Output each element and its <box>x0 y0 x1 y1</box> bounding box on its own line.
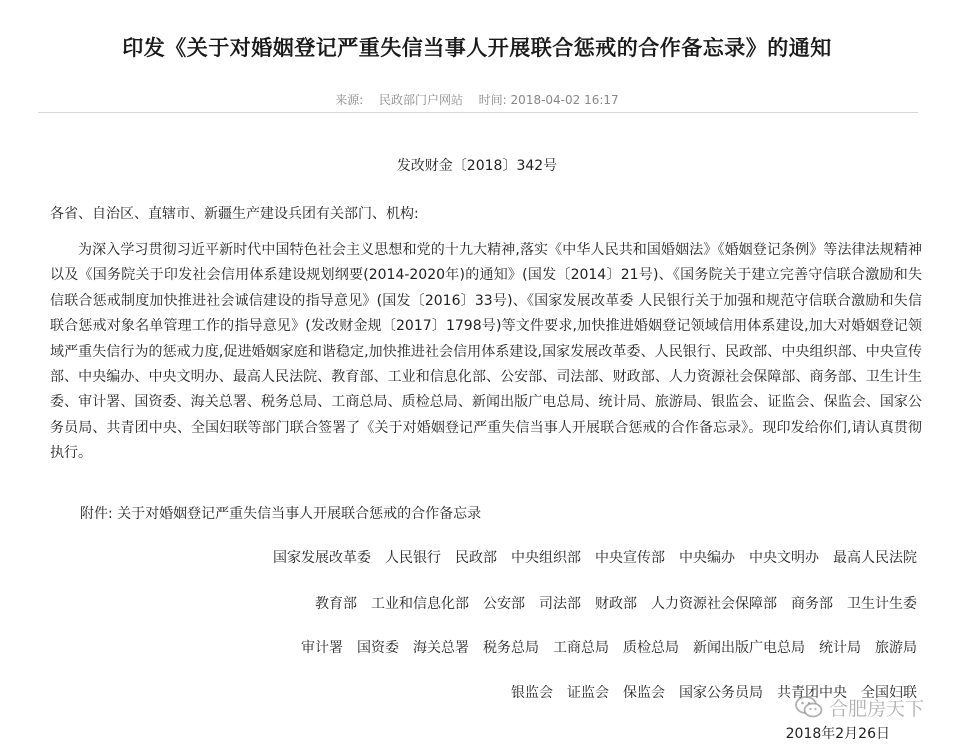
signatory: 司法部 <box>539 596 581 612</box>
attachment-link[interactable]: 关于对婚姻登记严重失信当事人开展联合惩戒的合作备忘录 <box>117 506 482 522</box>
signatory: 工业和信息化部 <box>371 596 469 612</box>
signature-date: 2018年2月26日 <box>785 726 890 742</box>
signatory: 国家公务员局 <box>679 685 763 701</box>
signatory: 海关总署 <box>413 640 469 656</box>
signatory-row <box>301 593 917 613</box>
signatory: 中央文明办 <box>749 550 819 566</box>
watermark-text: 合肥房天下 <box>828 697 924 720</box>
signatory: 民政部 <box>455 550 497 566</box>
signatory: 全国妇联 <box>861 685 917 701</box>
signatory: 最高人民法院 <box>833 550 917 566</box>
signatory-row <box>259 547 917 567</box>
signatory: 人力资源社会保障部 <box>651 596 777 612</box>
source-label: 来源: <box>335 93 364 107</box>
signatory: 中央组织部 <box>511 550 581 566</box>
signatory: 银监会 <box>511 685 553 701</box>
source-link[interactable]: 民政部门户网站 <box>379 93 464 107</box>
signatory: 商务部 <box>791 596 833 612</box>
signatory: 共青团中央 <box>777 685 847 701</box>
wechat-icon <box>795 695 823 719</box>
signatory: 中央编办 <box>679 550 735 566</box>
signatory: 质检总局 <box>623 640 679 656</box>
signatory: 教育部 <box>315 596 357 612</box>
addressee: 各省、自治区、直辖市、新疆生产建设兵团有关部门、机构: <box>50 206 419 222</box>
publish-time: 2018-04-02 16:17 <box>510 93 619 107</box>
body-paragraph: 为深入学习贯彻习近平新时代中国特色社会主义思想和党的十九大精神,落实《中华人民共和国婚姻法》《婚姻登记条例》等法律法规精神以及《国务院关于印发社会信用体系建设规划纲要(2014-2020年)的通知》(国发〔2014〕21号)、《国务院关于建立完善守信联合激励和失信联合惩戒制度加快推进社会诚信建设的指导意见》(国发〔2016〕33号)、《国家发展改革委 人民银行关于加强和规范守信联合激励和失信联合惩戒对象名单管理工作的指导意见》(发改财金规〔2017〕1798号)等文件要求,加快推进婚姻登记领域信用体系建设,加大对婚姻登记领域严重失信行为的惩戒力度,促进婚姻家庭和谐稳定,加快推进社会信用体系建设,国家发展改革委、人民银行、民政部、中央组织部、中央宣传部、中央编办、中央文明办、最高人民法院、教育部、工业和信息化部、公安部、司法部、财政部、人力资源社会保障部、商务部、卫生计生委、审计署、国资委、海关总署、税务总局、工商总局、质检总局、新闻出版广电总局、统计局、旅游局、银监会、证监会、保监会、国家公务员局、共青团中央、全国妇联等部门联合签署了《关于对婚姻登记严重失信当事人开展联合惩戒的合作备忘录》。现印发给你们,请认真贯彻执行。 <box>50 242 922 462</box>
signatory: 中央宣传部 <box>595 550 665 566</box>
attachment-label: 附件: <box>80 506 113 522</box>
document-number: 发改财金〔2018〕342号 <box>396 158 558 174</box>
time-label: 时间: <box>478 93 507 107</box>
attachment <box>80 503 481 523</box>
signatory: 证监会 <box>567 685 609 701</box>
watermark <box>795 694 924 720</box>
signatory: 公安部 <box>483 596 525 612</box>
signatory: 人民银行 <box>385 550 441 566</box>
signatory: 国家发展改革委 <box>273 550 371 566</box>
signatory: 财政部 <box>595 596 637 612</box>
article-meta <box>0 91 954 108</box>
signatory: 保监会 <box>623 685 665 701</box>
signatory: 统计局 <box>819 640 861 656</box>
signatory: 审计署 <box>301 640 343 656</box>
signatory: 国资委 <box>357 640 399 656</box>
signatory: 工商总局 <box>553 640 609 656</box>
article-title: 印发《关于对婚姻登记严重失信当事人开展联合惩戒的合作备忘录》的通知 <box>122 36 832 60</box>
signatory: 旅游局 <box>875 640 917 656</box>
signatory: 新闻出版广电总局 <box>693 640 805 656</box>
signatory: 税务总局 <box>483 640 539 656</box>
signatory-row <box>287 637 917 657</box>
signatory: 卫生计生委 <box>847 596 917 612</box>
header-divider <box>38 112 918 113</box>
